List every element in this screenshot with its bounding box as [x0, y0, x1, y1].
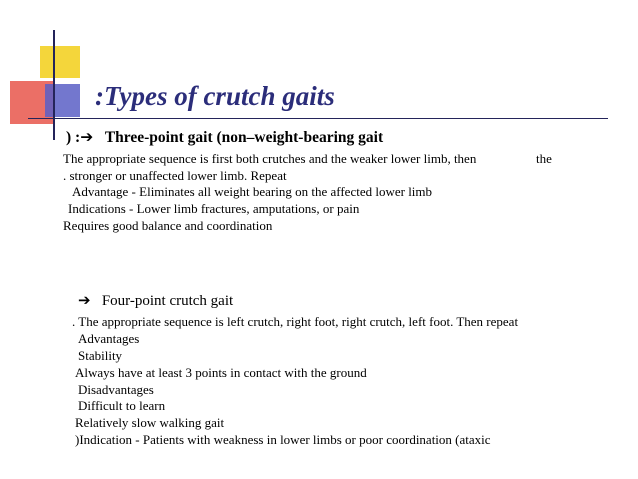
four-point-heading [78, 291, 233, 310]
decor-vertical-line [53, 30, 55, 140]
contact-item: Always have at least 3 points in contact with the ground [75, 365, 367, 380]
three-point-sequence-line2: . stronger or unaffected lower limb. Repeat [63, 168, 287, 183]
disadvantages-label: Disadvantages [78, 382, 154, 397]
three-point-sequence-line1-end: the [536, 151, 552, 166]
advantages-label: Advantages [78, 331, 140, 346]
three-point-heading-text: Three-point gait (non–weight-bearing gait [104, 129, 384, 146]
decor-blue-square [45, 84, 80, 117]
title-underline [28, 118, 608, 119]
heading-prefix: ) : [66, 129, 81, 146]
four-point-indication: )Indication - Patients with weakness in lower limbs or poor coordination (ataxic [75, 432, 491, 447]
difficult-item: Difficult to learn [78, 398, 166, 413]
arrow-right-icon: ➔ [78, 291, 91, 309]
arrow-right-icon: ➔ [80, 128, 94, 146]
three-point-heading [66, 128, 383, 147]
three-point-sequence-line1: The appropriate sequence is first both crutches and the weaker lower limb, then [63, 151, 477, 166]
stability-item: Stability [78, 348, 123, 363]
slide-title: :Types of crutch gaits [95, 81, 335, 111]
four-point-sequence: . The appropriate sequence is left crutch, right foot, right crutch, left foot. Then repeat [72, 314, 519, 329]
decor-yellow-square [40, 46, 80, 78]
four-point-heading-text: Four-point crutch gait [101, 293, 234, 309]
three-point-advantage: Advantage - Eliminates all weight bearing on the affected lower limb [72, 184, 433, 199]
slow-item: Relatively slow walking gait [75, 415, 225, 430]
three-point-indications: Indications - Lower limb fractures, amputations, or pain [68, 201, 360, 216]
three-point-requirement: Requires good balance and coordination [63, 218, 273, 233]
